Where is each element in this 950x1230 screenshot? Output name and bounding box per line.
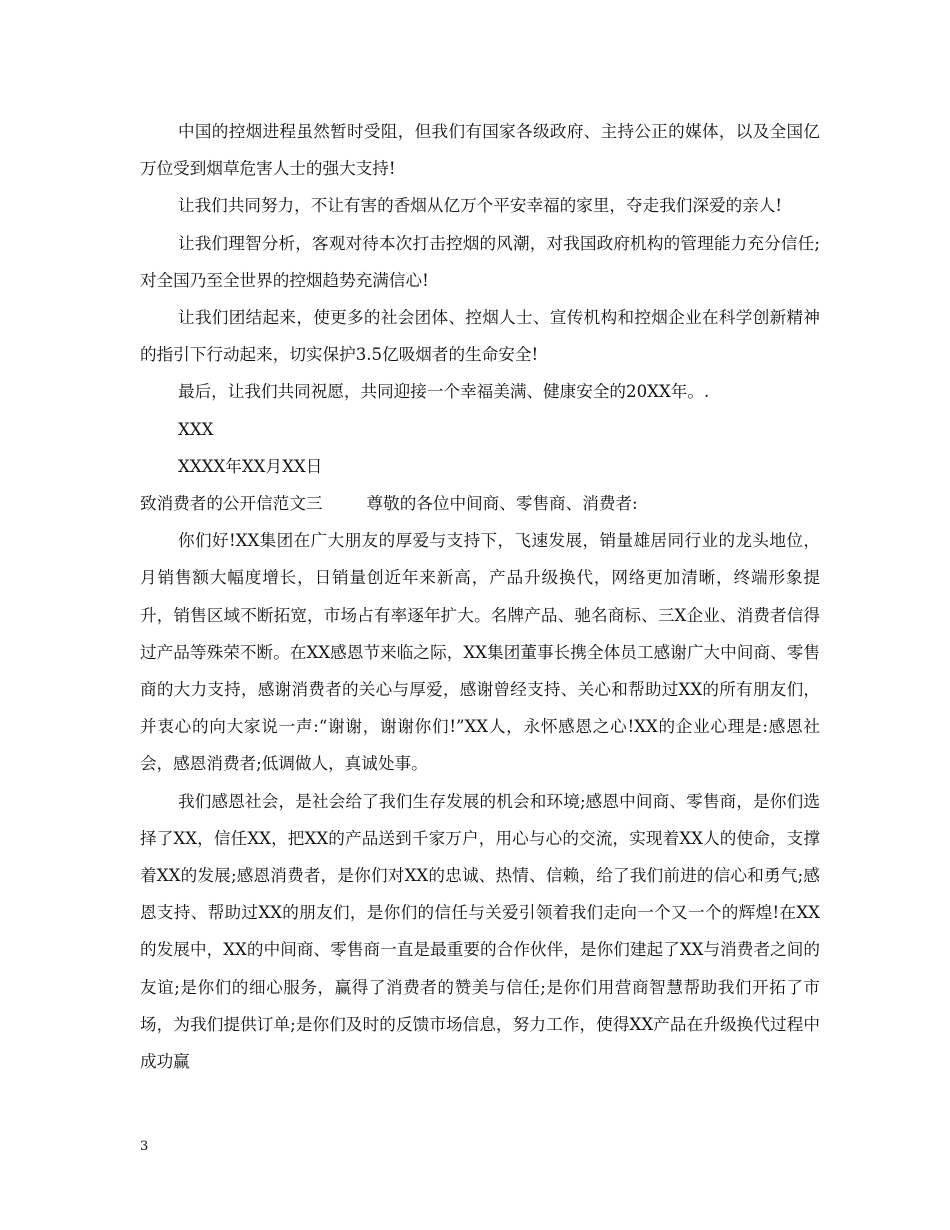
paragraph-closing-wish: 最后，让我们共同祝愿，共同迎接一个幸福美满、健康安全的20XX年。. — [178, 382, 710, 402]
document-body — [140, 113, 820, 1080]
page-number: 3 — [140, 1139, 149, 1154]
paragraph-tobacco-control-support: 中国的控烟进程虽然暂时受阻，但我们有国家各级政府、主持公正的媒体，以及全国亿万位受到烟草危害人士的强大支持! — [140, 122, 820, 179]
salutation: 尊敬的各位中间商、零售商、消费者: — [366, 494, 638, 514]
signature-date: XXXX年XX月XX日 — [178, 456, 323, 476]
paragraph-rational-analysis: 让我们理智分析，客观对待本次打击控烟的风潮，对我国政府机构的管理能力充分信任;对全国乃至全世界的控烟趋势充满信心! — [140, 233, 820, 290]
paragraph-gratitude: 我们感恩社会，是社会给了我们生存发展的机会和环境;感恩中间商、零售商，是你们选择了XX，信任XX，把XX的产品送到千家万户，用心与心的交流，实现着XX人的使命，支撑着XX的发展;感恩消费者，是你们对XX的忠诚、热情、信赖，给了我们前进的信心和勇气;感恩支持、帮助过XX的朋友们，是你们的信任与关爱引领着我们走向一个又一个的辉煌!在XX的发展中，XX的中间商、零售商一直是最重要的合作伙伴，是你们建起了XX与消费者之间的友谊;是你们的细心服务，赢得了消费者的赞美与信任;是你们用营商智慧帮助我们开拓了市场，为我们提供订单;是你们及时的反馈市场信息，努力工作，使得XX产品在升级换代过程中成功赢 — [140, 791, 820, 1072]
paragraph-greeting: 你们好!XX集团在广大朋友的厚爱与支持下，飞速发展，销量雄居同行业的龙头地位，月销售额大幅度增长，日销量创近年来新高，产品升级换代，网络更加清晰，终端形象提升，销售区域不断拓宽，市场占有率逐年扩大。名牌产品、驰名商标、三X企业、消费者信得过产品等殊荣不断。在XX感恩节来临之际，XX集团董事长携全体员工感谢广大中间商、零售商的大力支持，感谢消费者的关心与厚爱，感谢曾经支持、关心和帮助过XX的所有朋友们，并衷心的向大家说一声:“谢谢，谢谢你们!”XX人，永怀感恩之心!XX的企业心理是:感恩社会，感恩消费者;低调做人，真诚处事。 — [140, 531, 820, 774]
paragraph-joint-effort: 让我们共同努力，不让有害的香烟从亿万个平安幸福的家里，夺走我们深爱的亲人! — [178, 196, 783, 216]
paragraph-unite: 让我们团结起来，使更多的社会团体、控烟人士、宣传机构和控烟企业在科学创新精神的指引下行动起来，切实保护3.5亿吸烟者的生命安全! — [140, 308, 820, 365]
signature-name: XXX — [178, 419, 214, 439]
section-heading: 致消费者的公开信范文三 — [140, 494, 323, 514]
section-heading-line — [140, 485, 820, 522]
